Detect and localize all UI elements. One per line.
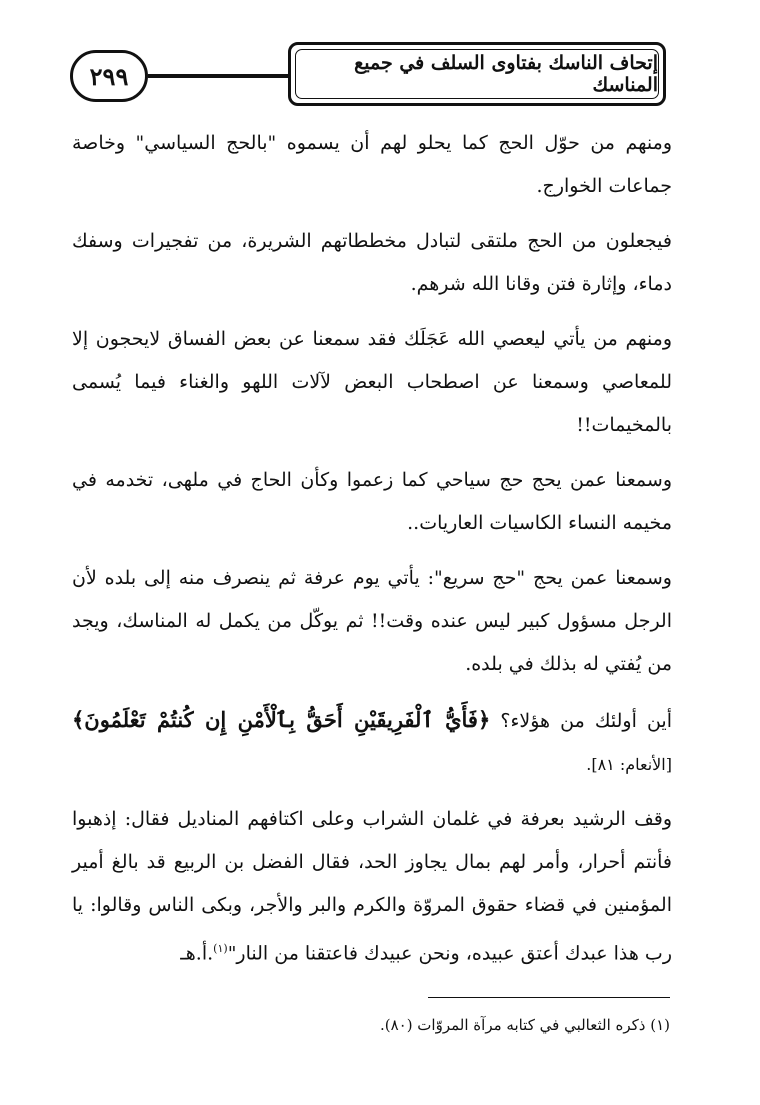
- quran-verse: ﴿فَأَيُّ ٱلْفَرِيقَيْنِ أَحَقُّ بِٱلْأَمْنِ إِن كُنتُمْ تَعْلَمُونَ﴾: [72, 707, 491, 732]
- book-title: إتحاف الناسك بفتاوى السلف في جميع المناسك: [295, 49, 659, 99]
- paragraph-3: ومنهم من يأتي ليعصي الله عَجَلَك فقد سمعنا عن بعض الفساق لايحجون إلا للمعاصي وسمعنا عن اصطحاب البعض لآلات اللهو والغناء فيما يُسمى بالمخيمات!!: [72, 328, 672, 436]
- page-header: [70, 42, 670, 114]
- paragraph-5: وسمعنا عمن يحج "حج سريع": يأتي يوم عرفة ثم ينصرف منه إلى بلده لأن الرجل مسؤول كبير ليس عنده وقت!! ثم يوكّل من يكمل له المناسك، ويجد من يُفتي له بذلك في بلده.: [72, 567, 672, 675]
- footnote: (١) ذكره الثعالبي في كتابه مرآة المروّات (٨٠).: [379, 1016, 670, 1034]
- final-paragraph: [72, 798, 672, 975]
- paragraph-4: وسمعنا عمن يحج حج سياحي كما زعموا وكأن الحاج في ملهى، تخدمه في مخيمه النساء الكاسيات العاريات..: [72, 469, 672, 534]
- final-text: وقف الرشيد بعرفة في غلمان الشراب وعلى اكتافهم المناديل فقال: إذهبوا فأنتم أحرار، وأمر لهم بمال يجاوز الحد، فقال الفضل بن الربيع قد بالغ أمير المؤمنين في قضاء حقوق المروّة والكرم والبر والأجر، وبكى الناس وقالوا: يا رب هذا عبدك أعتق عبيده، ونحن عبيدك فاعتقنا من النار": [72, 808, 672, 965]
- footnote-divider: [428, 997, 670, 998]
- header-rule: [148, 74, 288, 78]
- title-frame: [288, 42, 666, 106]
- verse-reference: [الأنعام: ٨١].: [586, 755, 672, 774]
- footnote-marker: (١): [213, 942, 228, 955]
- page-body: [72, 122, 672, 987]
- paragraph-2: فيجعلون من الحج ملتقى لتبادل مخططاتهم الشريرة، من تفجيرات وسفك دماء، وإثارة فتن وقانا الله شرهم.: [72, 230, 672, 295]
- paragraph-1: ومنهم من حوّل الحج كما يحلو لهم أن يسموه "بالحج السياسي" وخاصة جماعات الخوارج.: [72, 132, 672, 197]
- final-ending: .أ.هـ: [180, 942, 214, 965]
- verse-lead: أين أولئك من هؤلاء؟: [500, 710, 672, 732]
- page-number: ٢٩٩: [70, 50, 148, 102]
- verse-paragraph: [72, 698, 672, 786]
